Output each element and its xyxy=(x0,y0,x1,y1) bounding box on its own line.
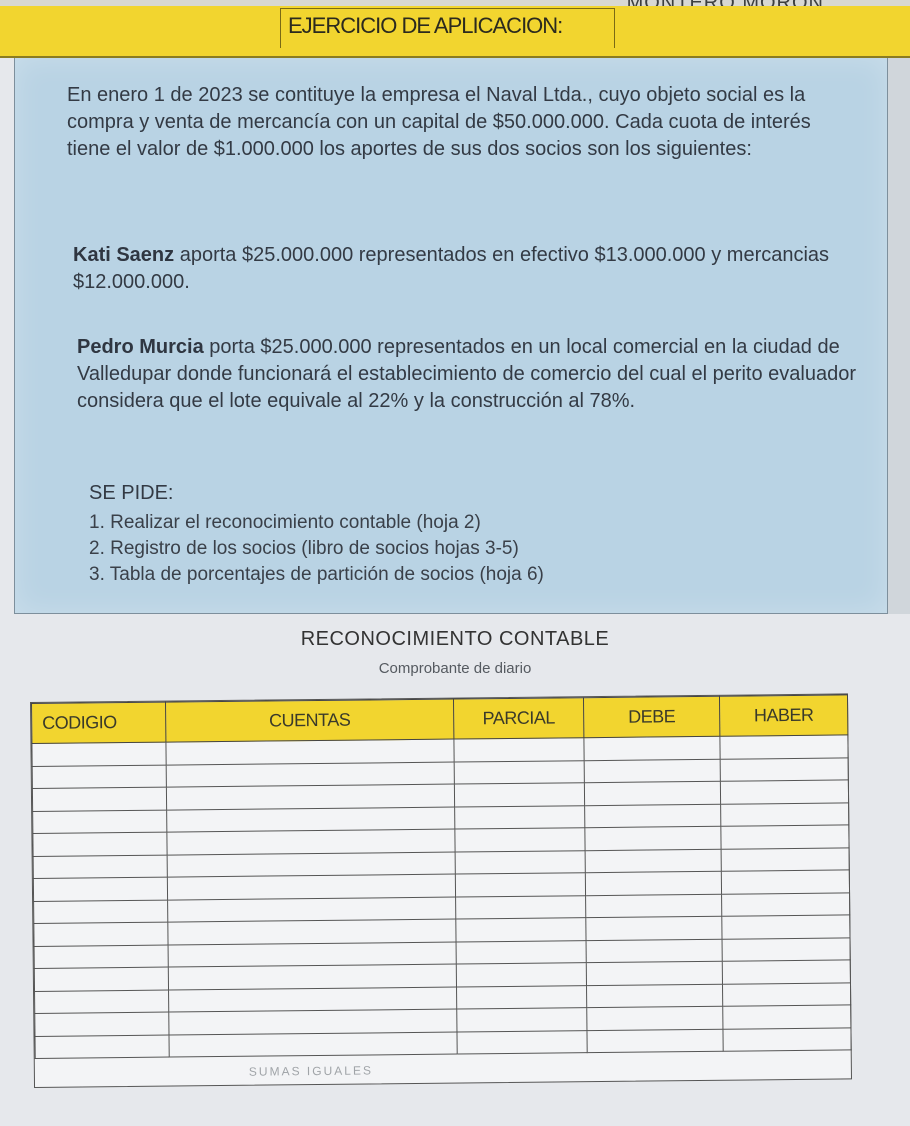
column-header-debe: DEBE xyxy=(583,696,719,737)
partner1-text: aporta $25.000.000 representados en efectivo $13.000.000 y mercancias $12.000.000. xyxy=(73,244,830,293)
table-cell xyxy=(167,807,455,833)
table-cell xyxy=(32,765,166,789)
table-cell xyxy=(456,918,586,942)
table-cell xyxy=(585,871,721,895)
table-cell xyxy=(586,916,722,940)
monitor-edge xyxy=(888,58,910,614)
table-cell xyxy=(721,870,849,894)
table-cell xyxy=(722,937,850,961)
table-cell xyxy=(586,894,722,918)
table-cell xyxy=(455,805,585,829)
column-header-haber: HABER xyxy=(719,695,847,736)
table-cell xyxy=(722,915,850,939)
partner2-text: porta $25.000.000 representados en un local comercial en la ciudad de Valledupar donde funcionará el establecimiento de comercio del cual el perito evaluador considera que el lote equivale al 22% y la construcción al 78%. xyxy=(77,336,857,412)
table-cell xyxy=(585,804,721,828)
asks-list xyxy=(89,510,544,588)
table-cell xyxy=(455,850,585,874)
ask-item: 1. Realizar el reconocimiento contable (hoja 2) xyxy=(89,512,481,533)
table-cell xyxy=(586,984,722,1008)
column-header-parcial: PARCIAL xyxy=(453,698,583,739)
table-cell xyxy=(166,739,454,765)
table-cell xyxy=(584,759,720,783)
table-cell xyxy=(34,945,168,969)
table-cell xyxy=(33,877,167,901)
table-cell xyxy=(33,855,167,879)
table-cell xyxy=(457,985,587,1009)
table-cell xyxy=(168,942,456,968)
table-cell xyxy=(587,1006,723,1030)
table-cell xyxy=(33,810,167,834)
table-cell xyxy=(454,738,584,762)
table-cell xyxy=(35,990,169,1014)
table-cell xyxy=(586,939,722,963)
table-cell xyxy=(722,960,850,984)
table-cell xyxy=(720,757,848,781)
table-cell xyxy=(166,784,454,810)
table-cell xyxy=(32,742,166,766)
table-cell xyxy=(587,1029,723,1053)
table-cell xyxy=(584,736,720,760)
column-header-codigo: CODIGIO xyxy=(32,702,166,743)
table-cell xyxy=(585,849,721,873)
table-cell xyxy=(721,802,849,826)
table-cell xyxy=(167,829,455,855)
ask-item: 2. Registro de los socios (libro de socios hojas 3-5) xyxy=(89,538,519,559)
table-cell xyxy=(584,781,720,805)
table-cell xyxy=(34,922,168,946)
table-cell xyxy=(455,873,585,897)
exercise-title: EJERCICIO DE APLICACION: xyxy=(288,13,563,38)
table-cell xyxy=(456,895,586,919)
table-cell xyxy=(723,1005,851,1029)
table-cell xyxy=(166,762,454,788)
intro-paragraph: En enero 1 de 2023 se contituye la empresa el Naval Ltda., cuyo objeto social es la compra y venta de mercancía con un capital de $50.000.000. Cada cuota de interés tiene el valor de $1.000.000 los aportes de sus dos socios son los siguientes: xyxy=(67,84,811,160)
table-cell xyxy=(168,897,456,923)
table-cell xyxy=(168,919,456,945)
journal-table xyxy=(30,693,852,1088)
ask-item: 3. Tabla de porcentajes de partición de socios (hoja 6) xyxy=(89,564,544,585)
table-cell xyxy=(586,961,722,985)
table-cell xyxy=(34,967,168,991)
table-cell xyxy=(720,780,848,804)
table-cell xyxy=(721,825,849,849)
ledger-title: RECONOCIMIENTO CONTABLE xyxy=(300,628,610,650)
table-cell xyxy=(169,1009,457,1035)
table-cell xyxy=(34,900,168,924)
table-cell xyxy=(721,847,849,871)
table-cell xyxy=(457,1030,587,1054)
table-cell xyxy=(167,874,455,900)
statement-box xyxy=(14,58,888,614)
table-body xyxy=(32,735,851,1059)
table-cell xyxy=(169,987,457,1013)
table-cell xyxy=(454,783,584,807)
table-cell xyxy=(456,940,586,964)
table-cell xyxy=(167,852,455,878)
sums-label: SUMAS IGUALES xyxy=(248,1063,373,1079)
table-cell xyxy=(169,1032,457,1058)
table-cell xyxy=(457,1008,587,1032)
partner1-paragraph xyxy=(73,242,853,296)
partner1-name: Kati Saenz xyxy=(73,244,175,266)
table-cell xyxy=(454,760,584,784)
table-cell xyxy=(32,787,166,811)
partner2-paragraph xyxy=(77,334,857,415)
table-cell xyxy=(168,964,456,990)
table-cell xyxy=(456,963,586,987)
table-cell xyxy=(722,982,850,1006)
table-cell xyxy=(585,826,721,850)
table-cell xyxy=(33,832,167,856)
column-header-cuentas: CUENTAS xyxy=(166,699,454,742)
table-cell xyxy=(722,892,850,916)
partner2-name: Pedro Murcia xyxy=(77,336,204,358)
table-cell xyxy=(720,735,848,759)
ledger-subtitle: Comprobante de diario xyxy=(378,660,532,677)
asks-title: SE PIDE: xyxy=(89,482,174,504)
table-cell xyxy=(455,828,585,852)
table-cell xyxy=(723,1027,851,1051)
table-cell xyxy=(35,1035,169,1059)
title-band xyxy=(0,6,910,58)
table-cell xyxy=(35,1012,169,1036)
